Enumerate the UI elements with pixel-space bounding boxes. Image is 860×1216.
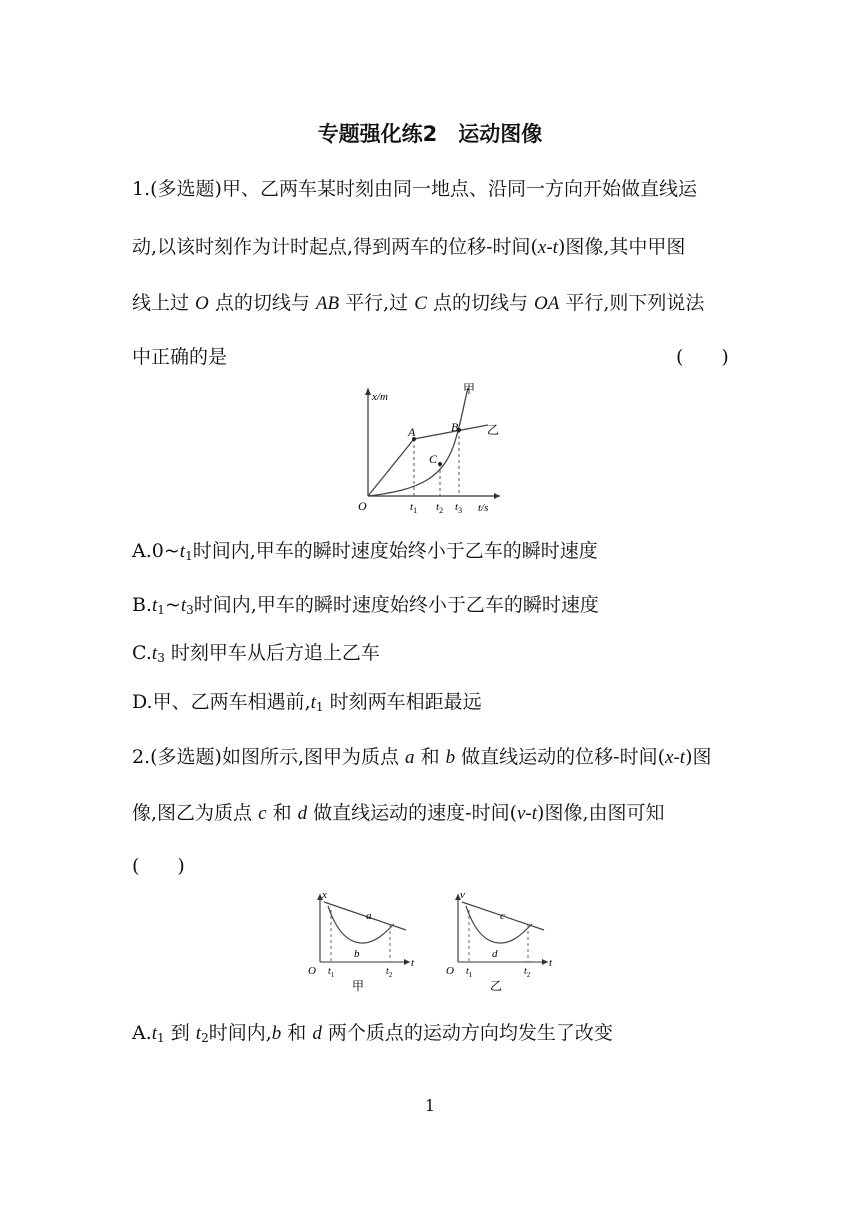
q1-y-axis-label: x/m	[372, 391, 388, 403]
q1-t2-label: $t_2$	[436, 501, 444, 515]
q1-origin-label: O	[358, 499, 367, 513]
q1-option-d: D.甲、乙两车相遇前$,t_1$ 时刻两车相距最远	[132, 691, 482, 714]
q2-jia-origin: O	[308, 965, 316, 977]
q1-stem-line-4: 中正确的是	[132, 346, 228, 368]
q2-figure-jia	[298, 882, 418, 994]
q2-yi-x-label: t	[549, 957, 553, 969]
q2-jia-line-label: a	[366, 910, 372, 922]
q2-yi-caption: 乙	[490, 979, 503, 993]
q2-jia-curve-label: b	[354, 948, 360, 960]
q2-yi-y-label: v	[460, 889, 465, 901]
q1-point-b-label: B	[451, 420, 459, 434]
q1-stem-line-2: 动,以该时刻作为计时起点,得到两车的位移-时间(x-t)图像,其中甲图	[132, 236, 686, 258]
q2-jia-y-label: x	[322, 889, 327, 901]
q1-curve-jia-label: 甲	[463, 382, 476, 396]
q2-yi-line-label: c	[500, 910, 505, 922]
q1-option-b: $B.t_1\sim t_3$时间内,甲车的瞬时速度始终小于乙车的瞬时速度	[132, 594, 599, 617]
q2-option-a: $A.t_1$ 到 $t_2$时间内,b 和 d 两个质点的运动方向均发生了改变	[132, 1022, 613, 1045]
q2-yi-t2-label: $t_2$	[524, 966, 531, 979]
q2-stem-line-2: 像,图乙为质点 c 和 d 做直线运动的速度-时间(v-t)图像,由图可知	[132, 802, 665, 824]
q2-jia-t2-label: $t_2$	[386, 966, 393, 979]
q2-yi-curve-label: d	[492, 948, 498, 960]
q2-jia-x-label: t	[411, 957, 415, 969]
q1-point-a-label: A	[408, 425, 416, 439]
q2-answer-paren: ( )	[132, 855, 185, 877]
q1-t1-label: $t_1$	[410, 501, 418, 515]
q2-jia-caption: 甲	[352, 979, 365, 993]
q1-stem-line-1: 1.(多选题)甲、乙两车某时刻由同一地点、沿同一方向开始做直线运	[132, 178, 697, 200]
q1-point-c-label: C	[429, 452, 438, 466]
q1-stem-line-3: 线上过 O 点的切线与 AB 平行,过 C 点的切线与 OA 平行,则下列说法	[132, 292, 705, 314]
q1-curve-yi-label: 乙	[487, 423, 500, 437]
q1-t3-label: $t_3$	[455, 501, 463, 515]
q2-stem-line-1: 2.(多选题)如图所示,图甲为质点 a 和 b 做直线运动的位移-时间(x-t)图	[132, 746, 712, 768]
page-title: 专题强化练2 运动图像	[317, 122, 543, 146]
q2-jia-t1-label: $t_1$	[328, 966, 335, 979]
q1-xt-graph	[350, 378, 510, 518]
q1-x-axis-label: t/s	[478, 502, 489, 514]
q2-yi-origin: O	[446, 965, 454, 977]
page-number: 1	[424, 1096, 436, 1115]
q1-option-a: $A.0\sim t_1$时间内,甲车的瞬时速度始终小于乙车的瞬时速度	[132, 540, 598, 563]
q2-figure-yi	[436, 882, 556, 994]
q1-option-c: $C.t_3$ 时刻甲车从后方追上乙车	[132, 642, 380, 665]
q1-answer-paren: ( )	[676, 346, 729, 368]
q2-yi-t1-label: $t_1$	[466, 966, 473, 979]
